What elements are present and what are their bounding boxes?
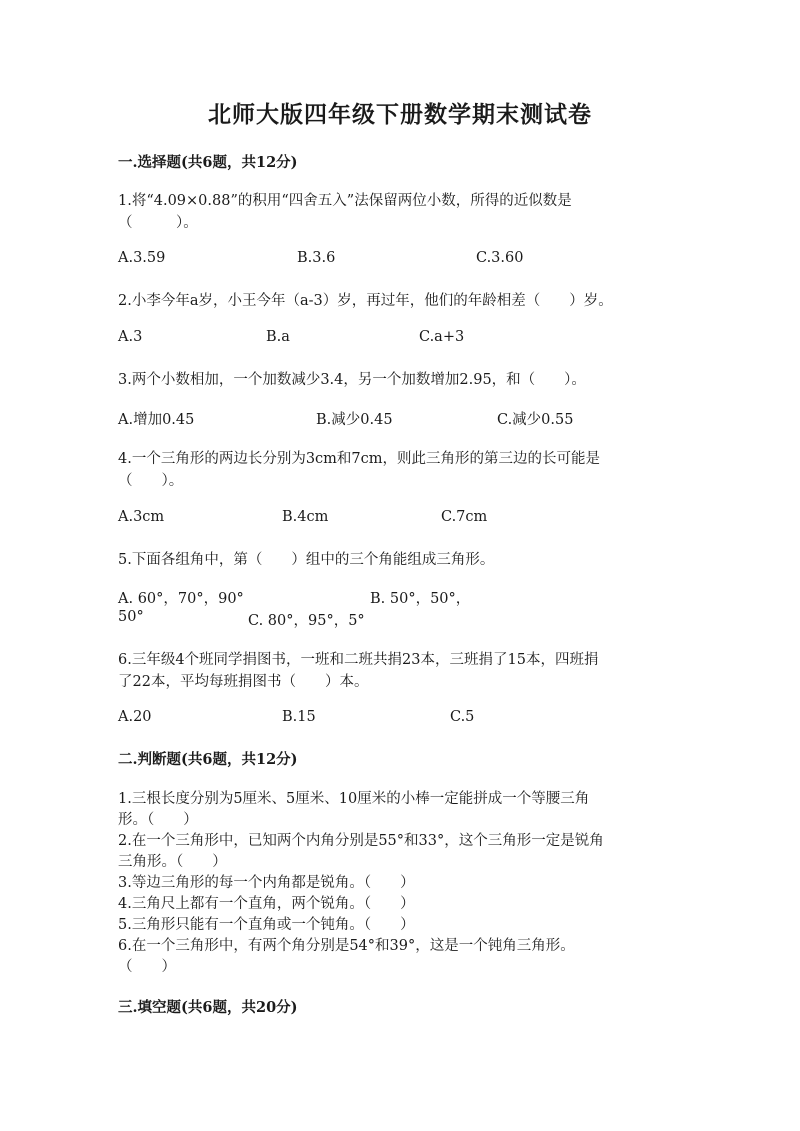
question-1-text: 1.将“4.09×0.88”的积用“四舍五入”法保留两位小数，所得的近似数是 (118, 193, 572, 209)
question-4-option-b: B.4cm (282, 509, 329, 525)
question-4-option-a: A.3cm (118, 509, 165, 525)
judgement-line: 1.三根长度分别为5厘米、5厘米、10厘米的小棒一定能拼成一个等腰三角 (118, 791, 590, 807)
section-heading-choice: 一.选择题(共6题，共12分) (118, 154, 298, 171)
question-2-option-a: A.3 (118, 329, 143, 345)
question-1-option-b: B.3.6 (297, 250, 336, 266)
question-2-option-c: C.a+3 (419, 329, 465, 345)
question-4-option-c: C.7cm (441, 509, 488, 525)
judgement-line: 4.三角尺上都有一个直角，两个锐角。（ ） (118, 896, 415, 912)
question-5-option-b-cont: 50° (118, 609, 144, 625)
question-1-option-c: C.3.60 (476, 250, 524, 266)
question-1-option-a: A.3.59 (118, 250, 166, 266)
question-5-option-c: C. 80°，95°，5° (248, 613, 365, 629)
question-3-text: 3.两个小数相加，一个加数减少3.4，另一个加数增加2.95，和（ ）。 (118, 372, 586, 388)
question-3-option-c: C.减少0.55 (497, 412, 574, 428)
judgement-line: 形。（ ） (118, 812, 198, 828)
question-5-option-b: B. 50°，50°， (370, 591, 471, 607)
question-1-blank: （ ）。 (118, 215, 198, 231)
section-heading-judgement: 二.判断题(共6题，共12分) (118, 751, 298, 768)
judgement-line: （ ） (118, 959, 176, 975)
question-6-option-a: A.20 (118, 709, 152, 725)
question-4-blank: （ ）。 (118, 473, 184, 489)
judgement-line: 3.等边三角形的每一个内角都是锐角。（ ） (118, 875, 415, 891)
question-6-option-c: C.5 (450, 709, 475, 725)
judgement-line: 2.在一个三角形中，已知两个内角分别是55°和33°，这个三角形一定是锐角 (118, 833, 604, 849)
question-2-text: 2.小李今年a岁，小王今年（a-3）岁，再过年，他们的年龄相差（ ）岁。 (118, 293, 613, 309)
question-5-text: 5.下面各组角中，第（ ）组中的三个角能组成三角形。 (118, 552, 495, 568)
question-3-option-b: B.减少0.45 (316, 412, 393, 428)
question-6-text-cont: 了22本，平均每班捐图书（ ）本。 (118, 674, 369, 690)
question-5-option-a: A. 60°，70°，90° (118, 591, 244, 607)
page-title: 北师大版四年级下册数学期末测试卷 (208, 101, 592, 128)
question-6-option-b: B.15 (282, 709, 316, 725)
question-4-text: 4.一个三角形的两边长分别为3cm和7cm，则此三角形的第三边的长可能是 (118, 451, 601, 467)
judgement-line: 5.三角形只能有一个直角或一个钝角。（ ） (118, 917, 415, 933)
judgement-line: 6.在一个三角形中，有两个角分别是54°和39°，这是一个钝角三角形。 (118, 938, 575, 954)
question-3-option-a: A.增加0.45 (118, 412, 195, 428)
section-heading-fill-blank: 三.填空题(共6题，共20分) (118, 999, 298, 1016)
question-6-text: 6.三年级4个班同学捐图书，一班和二班共捐23本，三班捐了15本，四班捐 (118, 652, 599, 668)
judgement-line: 三角形。（ ） (118, 854, 227, 870)
question-2-option-b: B.a (266, 329, 290, 345)
